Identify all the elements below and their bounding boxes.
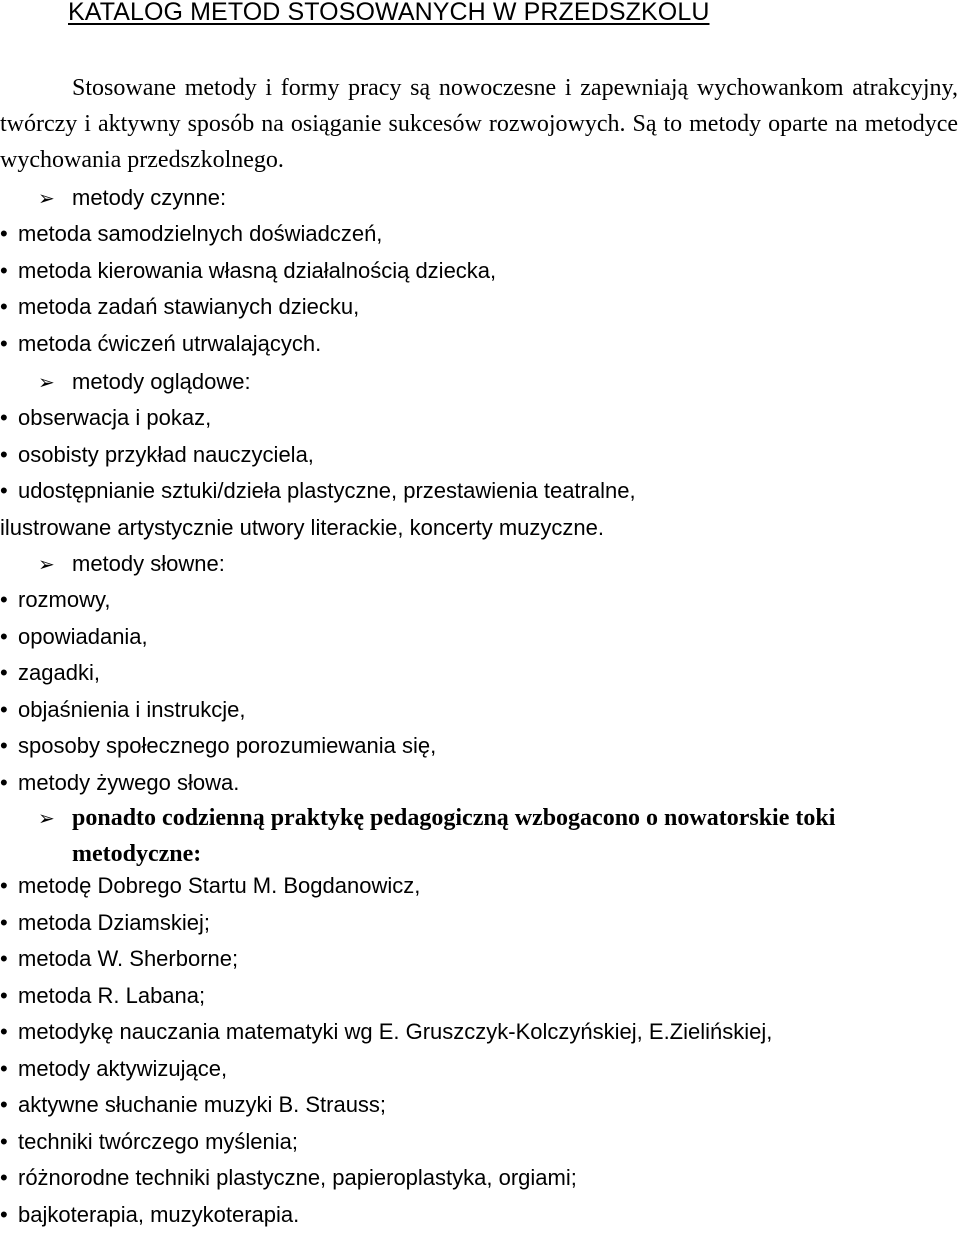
bullet-icon: • xyxy=(0,437,14,474)
list-item: • metodykę nauczania matematyki wg E. Gruszczyk-Kolczyńskiej, E.Zielińskiej, xyxy=(0,1014,960,1051)
bullet-icon: • xyxy=(0,1014,14,1051)
arrow-right-icon: ➢ xyxy=(38,180,55,217)
list-item: • różnorodne techniki plastyczne, papieroplastyka, orgiami; xyxy=(0,1160,960,1197)
list-item: • metodę Dobrego Startu M. Bogdanowicz, xyxy=(0,868,960,905)
list-item: • metoda kierowania własną działalnością dziecka, xyxy=(0,253,960,290)
bullet-icon: • xyxy=(0,1087,14,1124)
bullet-icon: • xyxy=(0,941,14,978)
intro-paragraph: Stosowane metody i formy pracy są nowoczesne i zapewniają wychowankom atrakcyjny, twórczy i aktywny sposób na osiąganie sukcesów rozwojowych. Są to metody oparte na metodyce wychowania przedszkolnego. xyxy=(0,70,958,178)
list-item: • metody aktywizujące, xyxy=(0,1051,960,1088)
bullet-icon: • xyxy=(0,692,14,729)
bullet-icon: • xyxy=(0,1051,14,1088)
list-item: • techniki twórczego myślenia; xyxy=(0,1124,960,1161)
bullet-icon: • xyxy=(0,1160,14,1197)
list-item: • sposoby społecznego porozumiewania się, xyxy=(0,728,960,765)
list-item: • bajkoterapia, muzykoterapia. xyxy=(0,1197,960,1233)
bullet-icon: • xyxy=(0,1197,14,1233)
arrow-right-icon: ➢ xyxy=(38,364,55,401)
list-item: • opowiadania, xyxy=(0,619,960,656)
bullet-icon: • xyxy=(0,289,14,326)
list-item: • metoda samodzielnych doświadczeń, xyxy=(0,216,960,253)
list-item: • metoda Dziamskiej; xyxy=(0,905,960,942)
bullet-icon: • xyxy=(0,582,14,619)
list-item: • rozmowy, xyxy=(0,582,960,619)
list-item: • obserwacja i pokaz, xyxy=(0,400,960,437)
arrow-right-icon: ➢ xyxy=(38,800,55,837)
list-item: • objaśnienia i instrukcje, xyxy=(0,692,960,729)
bullet-icon: • xyxy=(0,655,14,692)
bullet-icon: • xyxy=(0,1124,14,1161)
section-list-visual-methods xyxy=(0,400,960,546)
list-item: • metoda zadań stawianych dziecku, xyxy=(0,289,960,326)
section-list-verbal-methods xyxy=(0,582,960,801)
bullet-icon: • xyxy=(0,400,14,437)
section-heading-label: metody oglądowe: xyxy=(72,364,251,401)
bullet-icon: • xyxy=(0,216,14,253)
arrow-right-icon: ➢ xyxy=(38,546,55,583)
bullet-icon: • xyxy=(0,619,14,656)
bullet-icon: • xyxy=(0,905,14,942)
list-item: • metody żywego słowa. xyxy=(0,765,960,802)
list-item: • metoda R. Labana; xyxy=(0,978,960,1015)
section-list-active-methods xyxy=(0,216,960,362)
bullet-icon: • xyxy=(0,765,14,802)
list-item: • metoda ćwiczeń utrwalających. xyxy=(0,326,960,363)
list-item-continuation: ilustrowane artystycznie utwory literackie, koncerty muzyczne. xyxy=(0,510,960,547)
section-heading-label: metody czynne: xyxy=(72,180,226,217)
section-list-innovative-methods xyxy=(0,868,960,1233)
bullet-icon: • xyxy=(0,473,14,510)
bullet-icon: • xyxy=(0,728,14,765)
bullet-icon: • xyxy=(0,253,14,290)
page-title: KATALOG METOD STOSOWANYCH W PRZEDSZKOLU xyxy=(68,0,709,30)
section-heading-label: ponadto codzienną praktykę pedagogiczną wzbogacono o nowatorskie toki metodyczne: xyxy=(72,800,960,872)
bullet-icon: • xyxy=(0,868,14,905)
list-item: • metoda W. Sherborne; xyxy=(0,941,960,978)
bullet-icon: • xyxy=(0,326,14,363)
list-item: • zagadki, xyxy=(0,655,960,692)
list-item: • udostępnianie sztuki/dzieła plastyczne, przestawienia teatralne, xyxy=(0,473,960,510)
list-item: • osobisty przykład nauczyciela, xyxy=(0,437,960,474)
section-heading-label: metody słowne: xyxy=(72,546,225,583)
list-item: • aktywne słuchanie muzyki B. Strauss; xyxy=(0,1087,960,1124)
bullet-icon: • xyxy=(0,978,14,1015)
